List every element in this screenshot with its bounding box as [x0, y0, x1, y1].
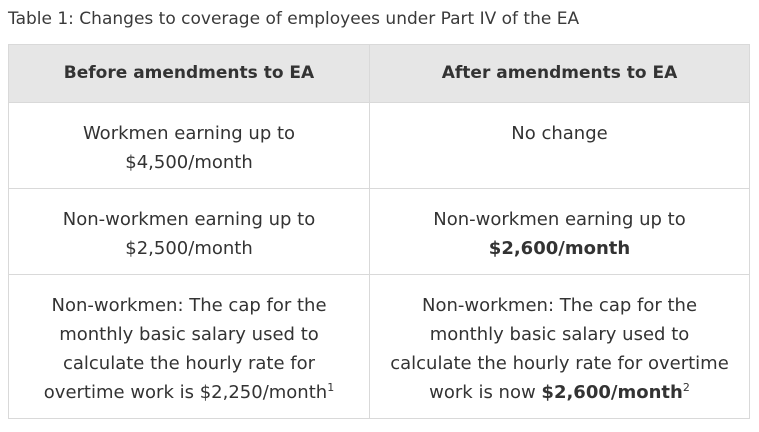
cell-text: $2,500/month — [125, 238, 253, 259]
header-before: Before amendments to EA — [9, 45, 370, 103]
cell-text: monthly basic salary used to — [429, 324, 690, 345]
table-row — [9, 275, 750, 419]
cell-text: calculate the hourly rate for overtime — [390, 353, 729, 374]
table-row — [9, 189, 750, 275]
cell-text: calculate the hourly rate for — [62, 353, 316, 374]
header-after: After amendments to EA — [370, 45, 750, 103]
cell-after — [370, 189, 750, 275]
cell-before — [9, 103, 370, 189]
cell-text: No change — [511, 123, 608, 144]
footnote-marker: 2 — [682, 381, 690, 394]
cell-text: Non-workmen earning up to — [433, 209, 686, 230]
cell-before — [9, 275, 370, 419]
coverage-table — [8, 44, 750, 419]
cell-text: monthly basic salary used to — [59, 324, 319, 345]
footnote-marker: 1 — [327, 381, 335, 394]
cell-text-part: overtime work is $2,250/month — [43, 382, 328, 403]
cell-text — [384, 378, 735, 407]
table-header-row — [9, 45, 750, 103]
cell-text — [23, 378, 355, 407]
table-caption: Table 1: Changes to coverage of employees under Part IV of the EA — [8, 9, 580, 29]
cell-before — [9, 189, 370, 275]
cell-text: Non-workmen earning up to — [62, 209, 316, 230]
table-row — [9, 103, 750, 189]
cell-after — [370, 103, 750, 189]
cell-text-part: work is now — [429, 382, 542, 403]
cell-text: Non-workmen: The cap for the — [421, 295, 698, 316]
cell-text: Non-workmen: The cap for the — [51, 295, 327, 316]
cell-bold-value: $2,600/month — [541, 382, 683, 403]
cell-text — [384, 234, 735, 263]
cell-text: $4,500/month — [125, 152, 253, 173]
cell-bold-value: $2,600/month — [488, 238, 631, 259]
cell-text: Workmen earning up to — [82, 123, 296, 144]
cell-after — [370, 275, 750, 419]
